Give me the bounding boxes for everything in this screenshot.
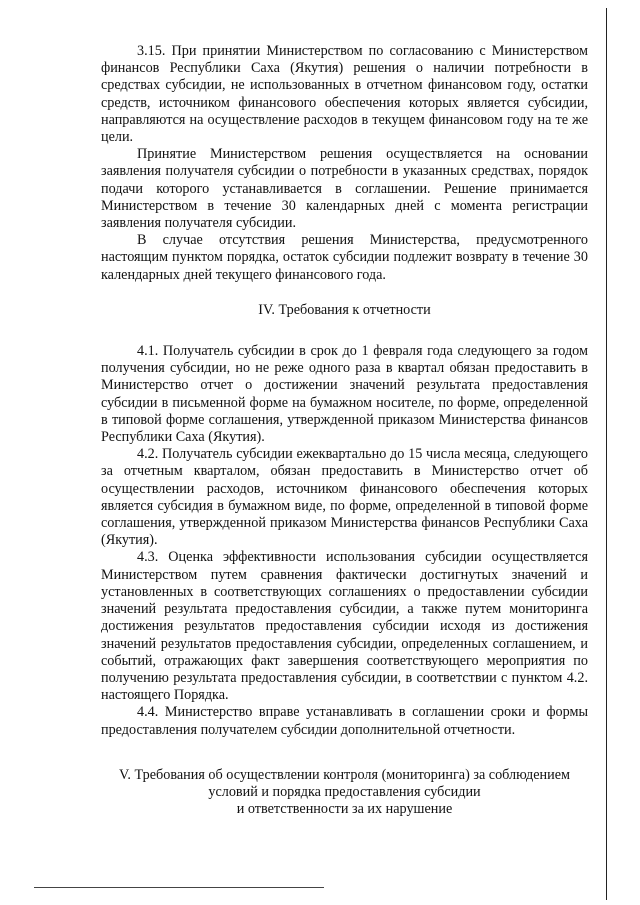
paragraph-absence: В случае отсутствия решения Министерства, предусмотренного настоящим пунктом порядка, остаток субсидии подлежит возврату в течение 30 календарных дней текущего финансового года. [101,232,588,283]
section-5-heading-line-1: V. Требования об осуществлении контроля (мониторинга) за соблюдением [119,766,570,783]
paragraph-decision: Принятие Министерством решения осуществляется на основании заявления получателя субсидии о потребности в указанных средствах, порядок подачи которого устанавливается в соглашении. Решение принимается Министерством в течение 30 календарных дней с момента регистрации заявления получателя субсидии. [101,146,588,232]
paragraph-4-2: 4.2. Получатель субсидии ежеквартально до 15 числа месяца, следующего за отчетным кварталом, обязан предоставить в Министерство отчет об осуществлении расходов, источником финансового обеспечения которых является субсидия в бумажном виде, по форме, определенной в типовой форме соглашения, утвержденной приказом Министерства финансов Республики Саха (Якутия). [101,446,588,549]
document-body [101,43,588,818]
section-4-heading: IV. Требования к отчетности [258,301,431,318]
section-5-heading-line-3: и ответственности за их нарушение [236,801,453,818]
section-5-heading-line-2: условий и порядка предоставления субсидии [208,783,481,800]
section-5-heading [101,767,588,819]
scan-edge-line [606,8,607,900]
paragraph-4-4: 4.4. Министерство вправе устанавливать в соглашении сроки и формы предоставления получателем субсидии дополнительной отчетности. [101,704,588,738]
footnote-separator-line [34,887,324,888]
paragraph-4-3: 4.3. Оценка эффективности использования субсидии осуществляется Министерством путем сравнения фактически достигнутых значений и установленных в соответствующих соглашениях о предоставлении субсидии значений результата предоставления субсидии, а также путем мониторинга достижения результатов предоставления субсидии исходя из достижения значений результатов предоставления субсидии, определенных соглашением, и событий, отражающих факт завершения соответствующего мероприятия по получению результата предоставления субсидии, в соответствии с пунктом 4.2. настоящего Порядка. [101,549,588,704]
paragraph-4-1: 4.1. Получатель субсидии в срок до 1 февраля года следующего за годом получения субсидии, но не реже одного раза в квартал обязан предоставить в Министерство отчет о достижении значений результата предоставления субсидии в письменной форме на бумажном носителе, по форме, определенной в типовой форме соглашения, утвержденной приказом Министерства финансов Республики Саха (Якутия). [101,343,588,446]
paragraph-3-15: 3.15. При принятии Министерством по согласованию с Министерством финансов Республики Саха (Якутия) решения о наличии потребности в средствах субсидии, не использованных в отчетном финансовом году, остатки средств, источником финансового обеспечения которых является субсидии, направляются на осуществление расходов в текущем финансовом году на те же цели. [101,43,588,146]
